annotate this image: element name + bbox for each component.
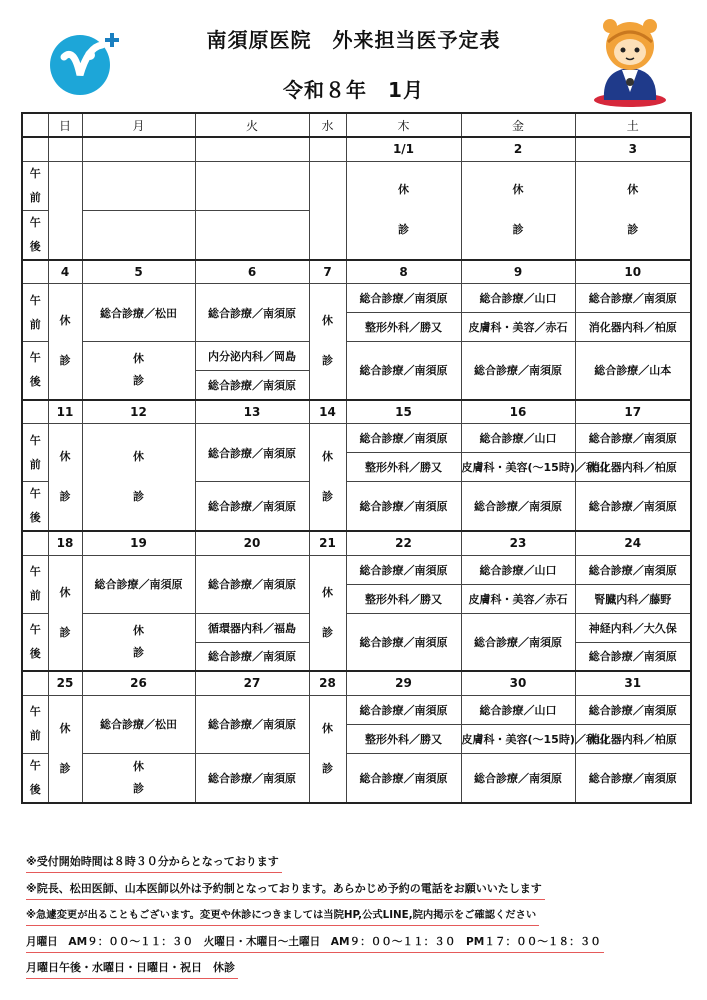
date-row — [22, 137, 691, 161]
schedule-row-am — [22, 424, 691, 453]
date-cell: 12 — [82, 400, 195, 424]
closed-label: 休 — [59, 314, 71, 328]
sat-pm-cell: 総合診療／南須原 — [575, 482, 691, 532]
closed-label: 休 — [512, 183, 524, 196]
closed-label: 休 — [59, 450, 71, 463]
closed-label: 休 — [133, 352, 144, 366]
weekday-header-row — [22, 113, 691, 137]
tue-am-cell: 総合診療／南須原 — [195, 284, 309, 342]
date-row — [22, 671, 691, 695]
closed-label: 診 — [512, 223, 524, 236]
fri-am-cell: 総合診療／山口 — [461, 695, 575, 724]
mon-am-cell — [82, 161, 195, 210]
closed-label: 診 — [133, 490, 144, 503]
closed-label: 休 — [133, 450, 144, 463]
date-cell: 16 — [461, 400, 575, 424]
closed-label: 休 — [322, 450, 333, 463]
sat-am-cell: 総合診療／南須原 — [575, 555, 691, 584]
sat-am-cell: 総合診療／南須原 — [575, 424, 691, 453]
weekday-wed: 水 — [309, 113, 346, 137]
closed-label: 診 — [59, 490, 71, 503]
sat-am-cell: 消化器内科／柏原 — [575, 453, 691, 482]
closed-label: 診 — [59, 354, 71, 368]
date-cell: 23 — [461, 531, 575, 555]
fri-pm-cell: 総合診療／南須原 — [461, 613, 575, 671]
thu-am-cell: 総合診療／南須原 — [346, 424, 461, 453]
date-cell: 3 — [575, 137, 691, 161]
thu-am-cell: 総合診療／南須原 — [346, 695, 461, 724]
note-reservation: ※院長、松田医師、山本医師以外は予約制となっております。あらかじめ予約の電話をお願いいたします — [26, 879, 686, 906]
closed-label: 休 — [133, 759, 144, 773]
sat-pm-cell: 神経内科／大久保 — [575, 613, 691, 642]
closed-label: 診 — [627, 223, 639, 236]
fri-am-cell: 総合診療／山口 — [461, 284, 575, 313]
thu-am-cell: 整形外科／勝又 — [346, 453, 461, 482]
date-cell: 19 — [82, 531, 195, 555]
sat-closed-cell — [575, 161, 691, 260]
sun-closed-cell — [48, 424, 82, 532]
schedule-row-am — [22, 555, 691, 584]
wed-cell — [309, 161, 346, 260]
fri-pm-cell: 総合診療／南須原 — [461, 342, 575, 400]
schedule-row-pm — [22, 342, 691, 371]
mon-pm-closed-cell — [82, 613, 195, 671]
date-row — [22, 260, 691, 284]
thu-closed-cell — [346, 161, 461, 260]
date-cell: 11 — [48, 400, 82, 424]
date-spacer — [22, 137, 48, 161]
weekday-sat: 土 — [575, 113, 691, 137]
fri-am-cell: 皮膚科・美容／赤石 — [461, 313, 575, 342]
date-cell: 15 — [346, 400, 461, 424]
sat-am-cell: 消化器内科／柏原 — [575, 313, 691, 342]
note-reception: ※受付開始時間は８時３０分からとなっております — [26, 852, 686, 879]
date-cell: 22 — [346, 531, 461, 555]
closed-label: 診 — [398, 223, 409, 236]
mon-am-cell: 総合診療／松田 — [82, 695, 195, 753]
tue-am-cell: 総合診療／南須原 — [195, 424, 309, 482]
sun-cell — [48, 161, 82, 260]
sun-closed-cell — [48, 555, 82, 671]
tue-am-cell: 総合診療／南須原 — [195, 555, 309, 613]
thu-am-cell: 整形外科／勝又 — [346, 584, 461, 613]
wed-closed-cell — [309, 695, 346, 803]
closed-label: 休 — [398, 183, 409, 196]
wed-closed-cell — [309, 284, 346, 400]
sat-pm-cell: 総合診療／山本 — [575, 342, 691, 400]
closed-label: 診 — [59, 761, 71, 775]
fri-am-cell: 皮膚科・美容／赤石 — [461, 584, 575, 613]
date-cell: 30 — [461, 671, 575, 695]
tue-pm-cell — [195, 210, 309, 260]
note-closed-days: 月曜日午後・水曜日・日曜日・祝日 休診 — [26, 958, 686, 985]
thu-am-cell: 総合診療／南須原 — [346, 284, 461, 313]
date-cell: 13 — [195, 400, 309, 424]
tue-pm-cell: 総合診療／南須原 — [195, 642, 309, 671]
date-cell: 14 — [309, 400, 346, 424]
date-spacer — [22, 400, 48, 424]
mon-pm-closed-cell — [82, 342, 195, 400]
sat-am-cell: 総合診療／南須原 — [575, 284, 691, 313]
mascot-character-icon — [590, 12, 670, 107]
page-subtitle: 令和８年 1月 — [283, 78, 424, 102]
date-cell: 31 — [575, 671, 691, 695]
date-cell: 7 — [309, 260, 346, 284]
tue-pm-cell: 総合診療／南須原 — [195, 371, 309, 400]
date-cell: 21 — [309, 531, 346, 555]
period-label-am: 午前 — [22, 555, 48, 613]
sat-am-cell: 腎臓内科／藤野 — [575, 584, 691, 613]
period-label-am: 午前 — [22, 424, 48, 482]
weekday-fri: 金 — [461, 113, 575, 137]
date-cell: 25 — [48, 671, 82, 695]
fri-am-cell: 総合診療／山口 — [461, 555, 575, 584]
date-cell: 20 — [195, 531, 309, 555]
date-cell: 24 — [575, 531, 691, 555]
date-spacer — [22, 531, 48, 555]
date-cell: 26 — [82, 671, 195, 695]
thu-pm-cell: 総合診療／南須原 — [346, 342, 461, 400]
sun-closed-cell — [48, 695, 82, 803]
period-label-am: 午前 — [22, 695, 48, 753]
page-title: 南須原医院 外来担当医予定表 — [206, 28, 501, 52]
closed-label: 休 — [59, 585, 71, 599]
period-label-pm: 午後 — [22, 210, 48, 260]
fri-pm-cell: 総合診療／南須原 — [461, 482, 575, 532]
period-label-pm: 午後 — [22, 482, 48, 532]
closed-label: 診 — [322, 625, 333, 639]
date-cell: 27 — [195, 671, 309, 695]
closed-label: 診 — [133, 374, 144, 388]
date-cell: 17 — [575, 400, 691, 424]
closed-label: 休 — [322, 585, 333, 599]
mon-pm-cell — [82, 210, 195, 260]
period-label-am: 午前 — [22, 161, 48, 210]
date-cell: 5 — [82, 260, 195, 284]
date-cell: 2 — [461, 137, 575, 161]
date-cell: 28 — [309, 671, 346, 695]
closed-label: 診 — [133, 645, 144, 659]
date-spacer — [22, 671, 48, 695]
date-cell — [82, 137, 195, 161]
mon-am-cell: 総合診療／松田 — [82, 284, 195, 342]
date-cell: 18 — [48, 531, 82, 555]
sat-am-cell: 消化器内科／柏原 — [575, 724, 691, 753]
date-cell: 10 — [575, 260, 691, 284]
thu-pm-cell: 総合診療／南須原 — [346, 753, 461, 803]
thu-pm-cell: 総合診療／南須原 — [346, 482, 461, 532]
weekday-tue: 火 — [195, 113, 309, 137]
fri-am-cell: 皮膚科・美容(～15時)／秋山 — [461, 724, 575, 753]
note-changes: ※急遽変更が出ることもございます。変更や休診につきましては当院HP,公式LINE,院内掲示をご確認ください — [26, 905, 686, 932]
tue-pm-cell: 総合診療／南須原 — [195, 753, 309, 803]
weekday-thu: 木 — [346, 113, 461, 137]
period-label-am: 午前 — [22, 284, 48, 342]
schedule-table — [21, 112, 692, 804]
note-hours: 月曜日 AM９：００～１１：３０ 火曜日・木曜日～土曜日 AM９：００～１１：３０ PM１７：００～１８：３０ — [26, 932, 686, 959]
date-cell — [309, 137, 346, 161]
sat-pm-cell: 総合診療／南須原 — [575, 642, 691, 671]
fri-closed-cell — [461, 161, 575, 260]
fri-am-cell: 皮膚科・美容(～15時)／秋山 — [461, 453, 575, 482]
tue-pm-cell: 総合診療／南須原 — [195, 482, 309, 532]
tue-am-cell: 総合診療／南須原 — [195, 695, 309, 753]
period-label-pm: 午後 — [22, 753, 48, 803]
closed-label: 休 — [133, 623, 144, 637]
closed-label: 休 — [322, 721, 333, 735]
closed-label: 診 — [322, 354, 333, 368]
wed-closed-cell — [309, 424, 346, 532]
closed-label: 診 — [133, 781, 144, 795]
date-cell: 9 — [461, 260, 575, 284]
date-cell — [195, 137, 309, 161]
date-cell: 6 — [195, 260, 309, 284]
thu-am-cell: 整形外科／勝又 — [346, 313, 461, 342]
thu-am-cell: 整形外科／勝又 — [346, 724, 461, 753]
mon-closed-cell — [82, 424, 195, 532]
weekday-mon: 月 — [82, 113, 195, 137]
schedule-row-am — [22, 695, 691, 724]
fri-am-cell: 総合診療／山口 — [461, 424, 575, 453]
closed-label: 診 — [322, 761, 333, 775]
weekday-sun: 日 — [48, 113, 82, 137]
mon-pm-closed-cell — [82, 753, 195, 803]
fri-pm-cell: 総合診療／南須原 — [461, 753, 575, 803]
tue-pm-cell: 内分泌内科／岡島 — [195, 342, 309, 371]
date-cell: 8 — [346, 260, 461, 284]
schedule-row-pm — [22, 613, 691, 642]
closed-label: 休 — [627, 183, 639, 196]
closed-label: 診 — [59, 625, 71, 639]
period-label-pm: 午後 — [22, 613, 48, 671]
date-cell: 4 — [48, 260, 82, 284]
date-row — [22, 531, 691, 555]
corner-cell — [22, 113, 48, 137]
closed-label: 休 — [59, 721, 71, 735]
thu-pm-cell: 総合診療／南須原 — [346, 613, 461, 671]
wed-closed-cell — [309, 555, 346, 671]
date-cell: 29 — [346, 671, 461, 695]
date-spacer — [22, 260, 48, 284]
sat-pm-cell: 総合診療／南須原 — [575, 753, 691, 803]
thu-am-cell: 総合診療／南須原 — [346, 555, 461, 584]
tue-pm-cell: 循環器内科／福島 — [195, 613, 309, 642]
sat-am-cell: 総合診療／南須原 — [575, 695, 691, 724]
date-cell: 1/1 — [346, 137, 461, 161]
closed-label: 診 — [322, 490, 333, 503]
closed-label: 休 — [322, 314, 333, 328]
schedule-row-am — [22, 284, 691, 313]
notes-section — [26, 852, 686, 985]
sun-closed-cell — [48, 284, 82, 400]
mon-am-cell: 総合診療／南須原 — [82, 555, 195, 613]
period-label-pm: 午後 — [22, 342, 48, 400]
date-cell — [48, 137, 82, 161]
tue-am-cell — [195, 161, 309, 210]
date-row — [22, 400, 691, 424]
